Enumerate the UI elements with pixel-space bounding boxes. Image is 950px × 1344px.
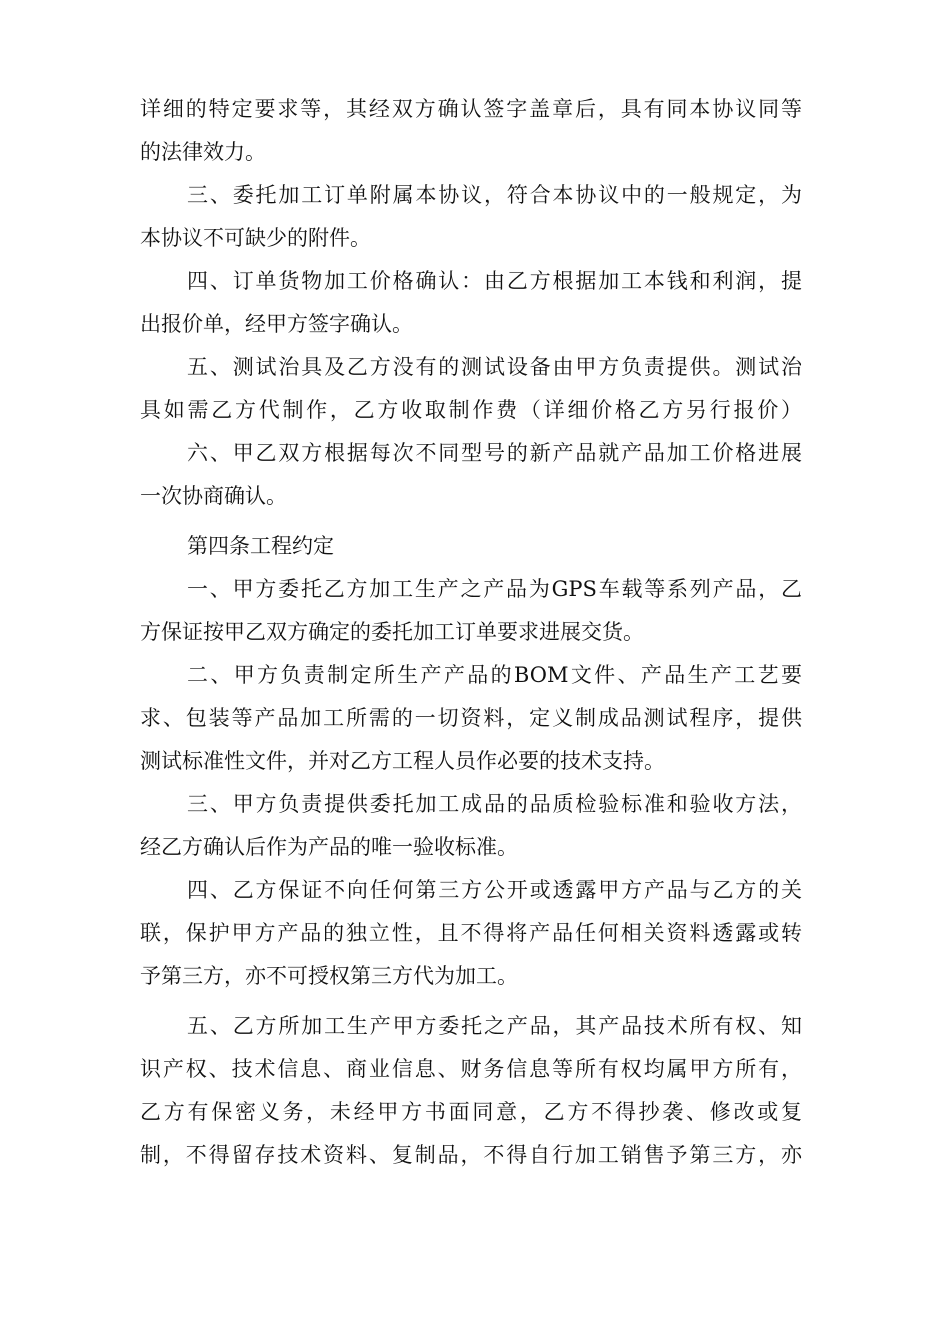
- text-line: 四、乙方保证不向任何第三方公开或透露甲方产品与乙方的关: [187, 878, 802, 902]
- text-line: 四、订单货物加工价格确认：由乙方根据加工本钱和利润，提: [187, 269, 802, 293]
- text-line: 三、甲方负责提供委托加工成品的品质检验标准和验收方法，: [187, 792, 802, 816]
- text-line: 六、甲乙双方根据每次不同型号的新产品就产品加工价格进展: [187, 441, 802, 465]
- text-line: 详细的特定要求等，其经双方确认签字盖章后，具有同本协议同等: [140, 97, 802, 121]
- text-line: 乙方有保密义务，未经甲方书面同意，乙方不得抄袭、修改或复: [140, 1100, 802, 1124]
- text-line: 予第三方，亦不可授权第三方代为加工。: [140, 964, 518, 988]
- text-line: 测试标准性文件，并对乙方工程人员作必要的技术支持。: [140, 749, 665, 773]
- text-line: 一、甲方委托乙方加工生产之产品为GPS车载等系列产品，乙: [187, 577, 802, 601]
- text-line: 的法律效力。: [140, 140, 266, 164]
- text-line: 求、包装等产品加工所需的一切资料，定义制成品测试程序，提供: [140, 706, 802, 730]
- text-line: 识产权、技术信息、商业信息、财务信息等所有权均属甲方所有，: [140, 1057, 802, 1081]
- text-line: 二、甲方负责制定所生产产品的BOM文件、产品生产工艺要: [187, 663, 802, 687]
- text-line: 制，不得留存技术资料、复制品，不得自行加工销售予第三方，亦: [140, 1143, 802, 1167]
- text-line: 三、委托加工订单附属本协议，符合本协议中的一般规定，为: [187, 183, 802, 207]
- text-line: 具如需乙方代制作，乙方收取制作费（详细价格乙方另行报价）: [140, 398, 802, 422]
- text-line: 本协议不可缺少的附件。: [140, 226, 371, 250]
- text-line: 出报价单，经甲方签字确认。: [140, 312, 413, 336]
- text-line: 五、测试治具及乙方没有的测试设备由甲方负责提供。测试治: [187, 355, 802, 379]
- text-line: 经乙方确认后作为产品的唯一验收标准。: [140, 835, 518, 859]
- text-line: 一次协商确认。: [140, 484, 287, 508]
- text-line: 五、乙方所加工生产甲方委托之产品，其产品技术所有权、知: [187, 1014, 802, 1038]
- text-line: 方保证按甲乙双方确定的委托加工订单要求进展交货。: [140, 620, 644, 644]
- section-heading: 第四条工程约定: [187, 534, 334, 558]
- text-line: 联，保护甲方产品的独立性，且不得将产品任何相关资料透露或转: [140, 921, 802, 945]
